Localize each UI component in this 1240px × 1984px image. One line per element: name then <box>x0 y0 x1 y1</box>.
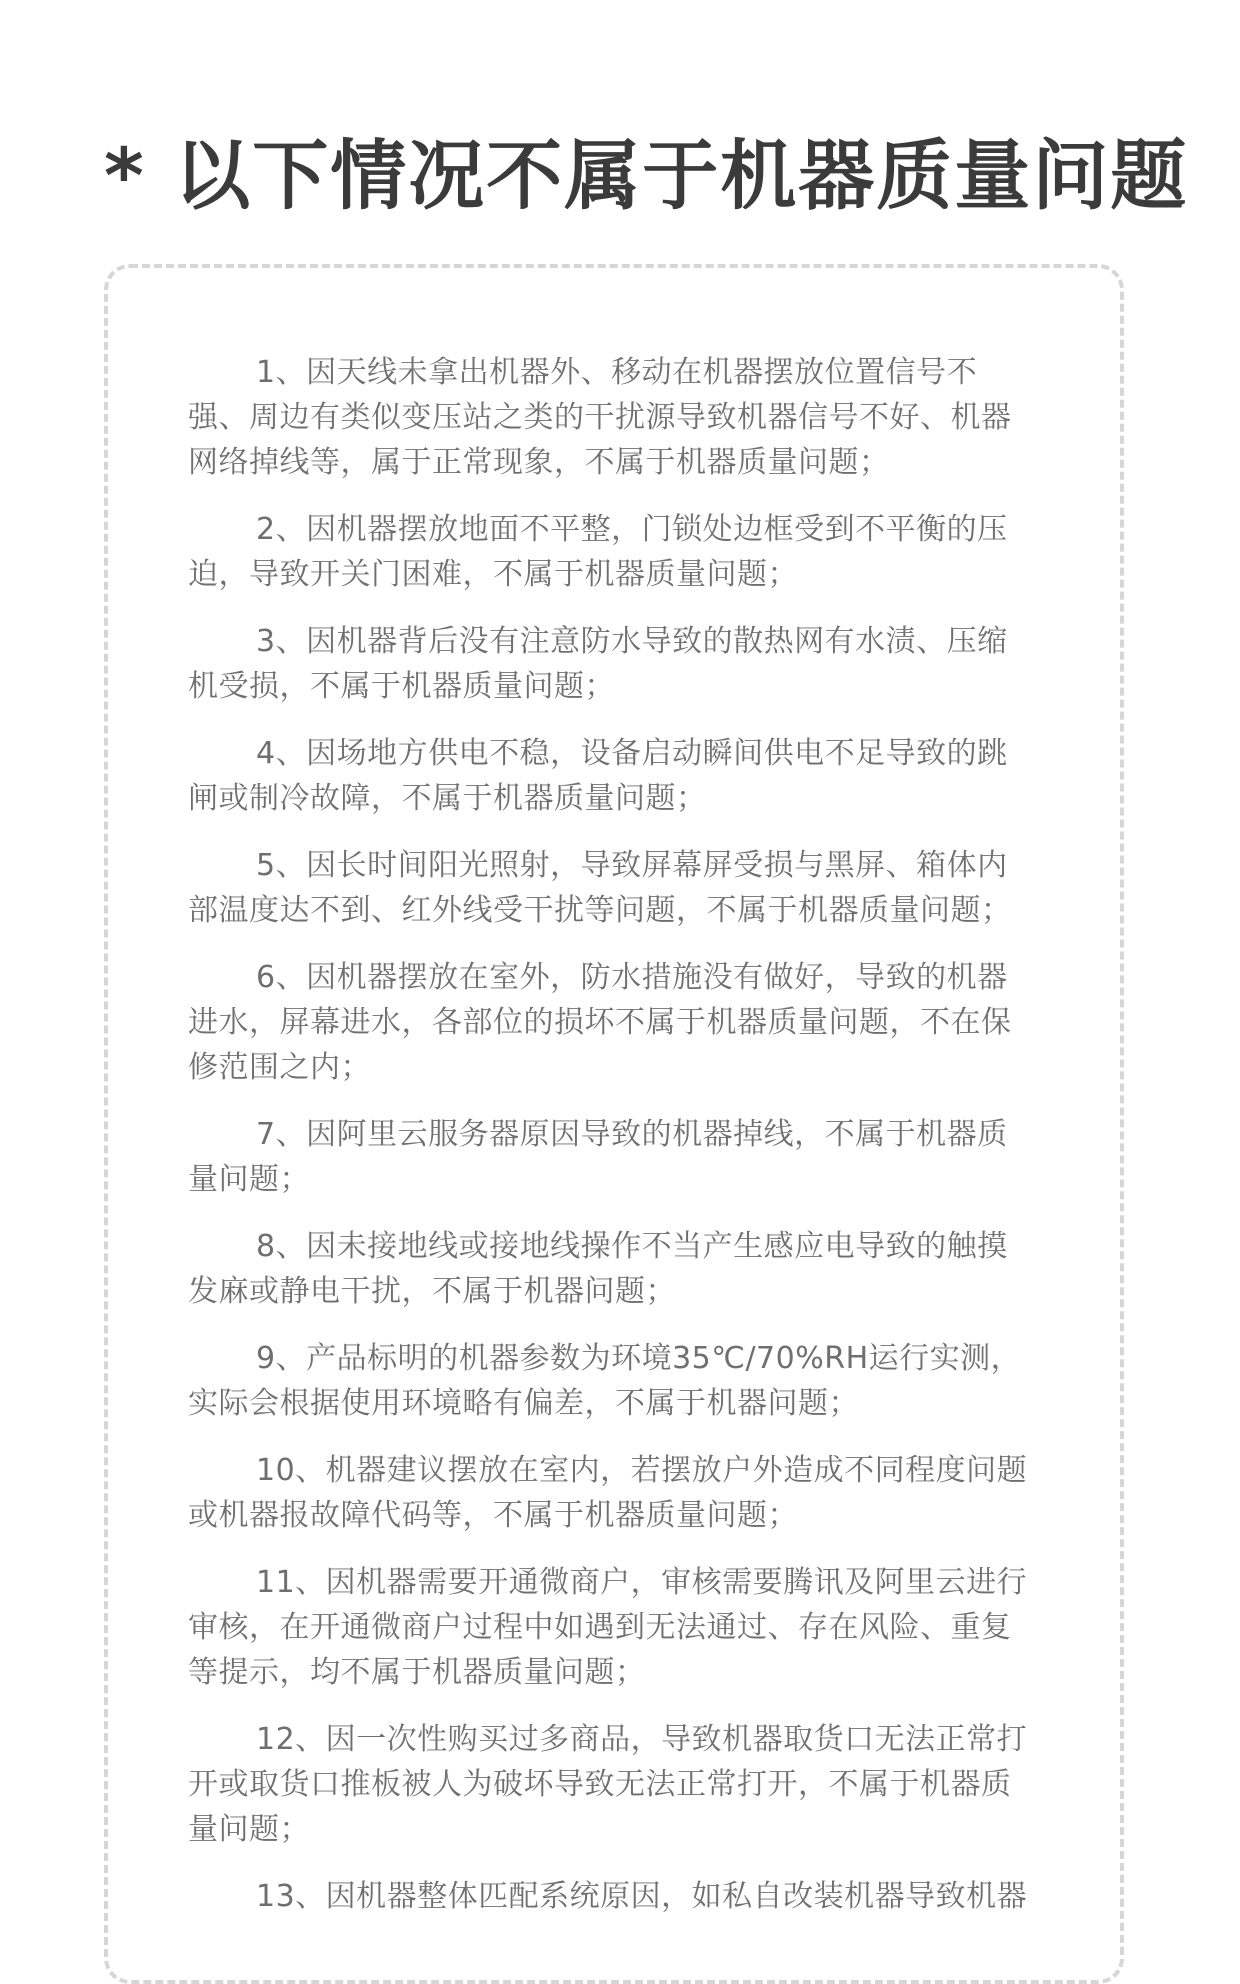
notice-item-10: 10、机器建议摆放在室内，若摆放户外造成不同程度问题或机器报故障代码等，不属于机器质量问题； <box>188 1453 1028 1533</box>
notice-item-11: 11、因机器需要开通微商户，审核需要腾讯及阿里云进行审核，在开通微商户过程中如遇到无法通过、存在风险、重复等提示，均不属于机器质量问题； <box>188 1565 1028 1690</box>
notice-item-2: 2、因机器摆放地面不平整，门锁处边框受到不平衡的压迫，导致开关门困难，不属于机器质量问题； <box>188 512 1008 592</box>
notice-item-7: 7、因阿里云服务器原因导致的机器掉线，不属于机器质量问题； <box>188 1117 1008 1197</box>
notice-item-8: 8、因未接地线或接地线操作不当产生感应电导致的触摸发麻或静电干扰，不属于机器问题； <box>188 1229 1008 1309</box>
notice-item-5: 5、因长时间阳光照射，导致屏幕屏受损与黑屏、箱体内部温度达不到、红外线受干扰等问题，不属于机器质量问题； <box>188 848 1012 928</box>
notice-item-13: 13、因机器整体匹配系统原因，如私自改装机器导致机器 <box>256 1879 1028 1914</box>
notice-list <box>188 350 1038 1941</box>
notice-item-6: 6、因机器摆放在室外，防水措施没有做好，导致的机器进水，屏幕进水，各部位的损坏不属于机器质量问题，不在保修范围之内； <box>188 960 1012 1085</box>
notice-item-3: 3、因机器背后没有注意防水导致的散热网有水渍、压缩机受损，不属于机器质量问题； <box>188 624 1008 704</box>
notice-item-4: 4、因场地方供电不稳，设备启动瞬间供电不足导致的跳闸或制冷故障，不属于机器质量问题； <box>188 736 1008 816</box>
notice-item-1: 1、因天线未拿出机器外、移动在机器摆放位置信号不强、周边有类似变压站之类的干扰源导致机器信号不好、机器网络掉线等，属于正常现象，不属于机器质量问题； <box>188 355 1012 480</box>
notice-item-12: 12、因一次性购买过多商品，导致机器取货口无法正常打开或取货口推板被人为破坏导致无法正常打开，不属于机器质量问题； <box>188 1722 1028 1847</box>
notice-item-9: 9、产品标明的机器参数为环境35℃/70%RH运行实测，实际会根据使用环境略有偏差，不属于机器问题； <box>188 1341 1022 1421</box>
page-title: * 以下情况不属于机器质量问题 <box>104 131 1189 220</box>
